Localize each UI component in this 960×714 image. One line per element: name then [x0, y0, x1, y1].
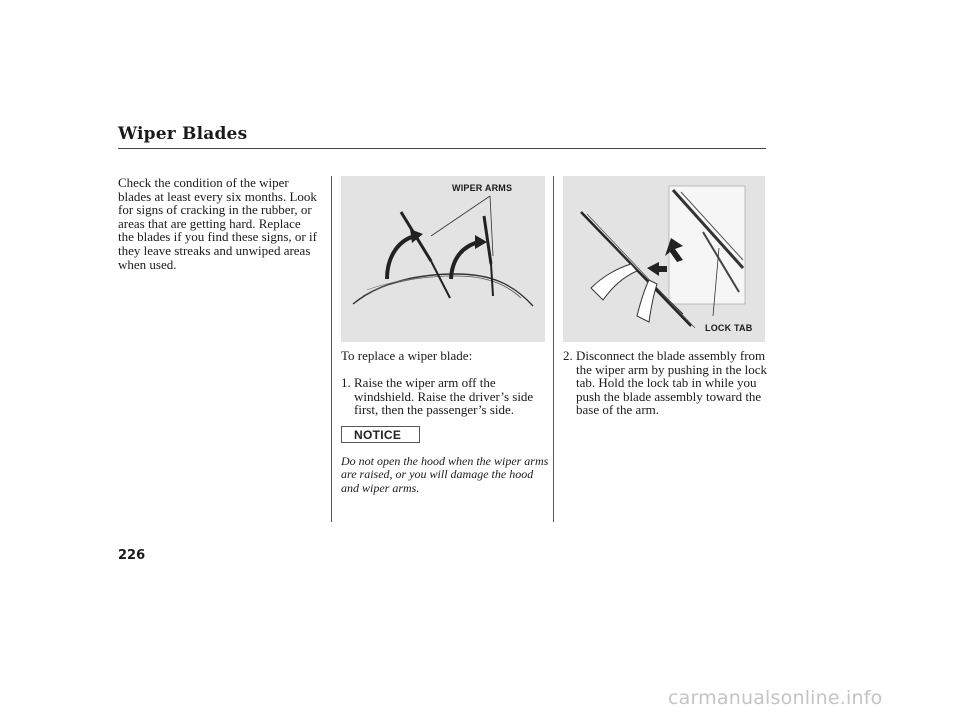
- column-divider-right: [553, 176, 554, 522]
- wiper-arms-label: WIPER ARMS: [452, 183, 513, 193]
- watermark: carmanualsonline.info: [668, 687, 883, 709]
- title-rule: [118, 148, 766, 149]
- intro-paragraph: Check the condition of the wiper blades at least every six months. Look for signs of cracking in the rubber, or areas that are getting hard. Replace the blades if you find these signs, or if they leave streaks and unwiped areas when used.: [118, 175, 317, 272]
- page-number: 226: [118, 548, 146, 563]
- notice-label: NOTICE: [354, 427, 402, 442]
- step-1-number: 1.: [341, 375, 351, 390]
- step-2-text: Disconnect the blade assembly from the wiper arm by pushing in the lock tab. Hold the lock tab in while you push the blade assembly toward the base of the arm.: [576, 348, 767, 418]
- notice-badge: [341, 426, 420, 443]
- section-title: Wiper Blades: [118, 124, 248, 144]
- column-divider-left: [331, 176, 332, 522]
- wiper-arms-illustration: [341, 176, 545, 342]
- notice-text: Do not open the hood when the wiper arms are raised, or you will damage the hood and wiper arms.: [341, 454, 549, 495]
- lock-tab-label: LOCK TAB: [705, 323, 753, 333]
- step-1-text: Raise the wiper arm off the windshield. Raise the driver’s side first, then the passenger’s side.: [354, 375, 534, 418]
- lock-tab-illustration: [563, 176, 765, 342]
- step-2-number: 2.: [563, 348, 573, 363]
- lock-tab-figure: [563, 176, 765, 342]
- wiper-arms-figure: [341, 176, 545, 342]
- replace-instruction-label: To replace a wiper blade:: [341, 348, 473, 363]
